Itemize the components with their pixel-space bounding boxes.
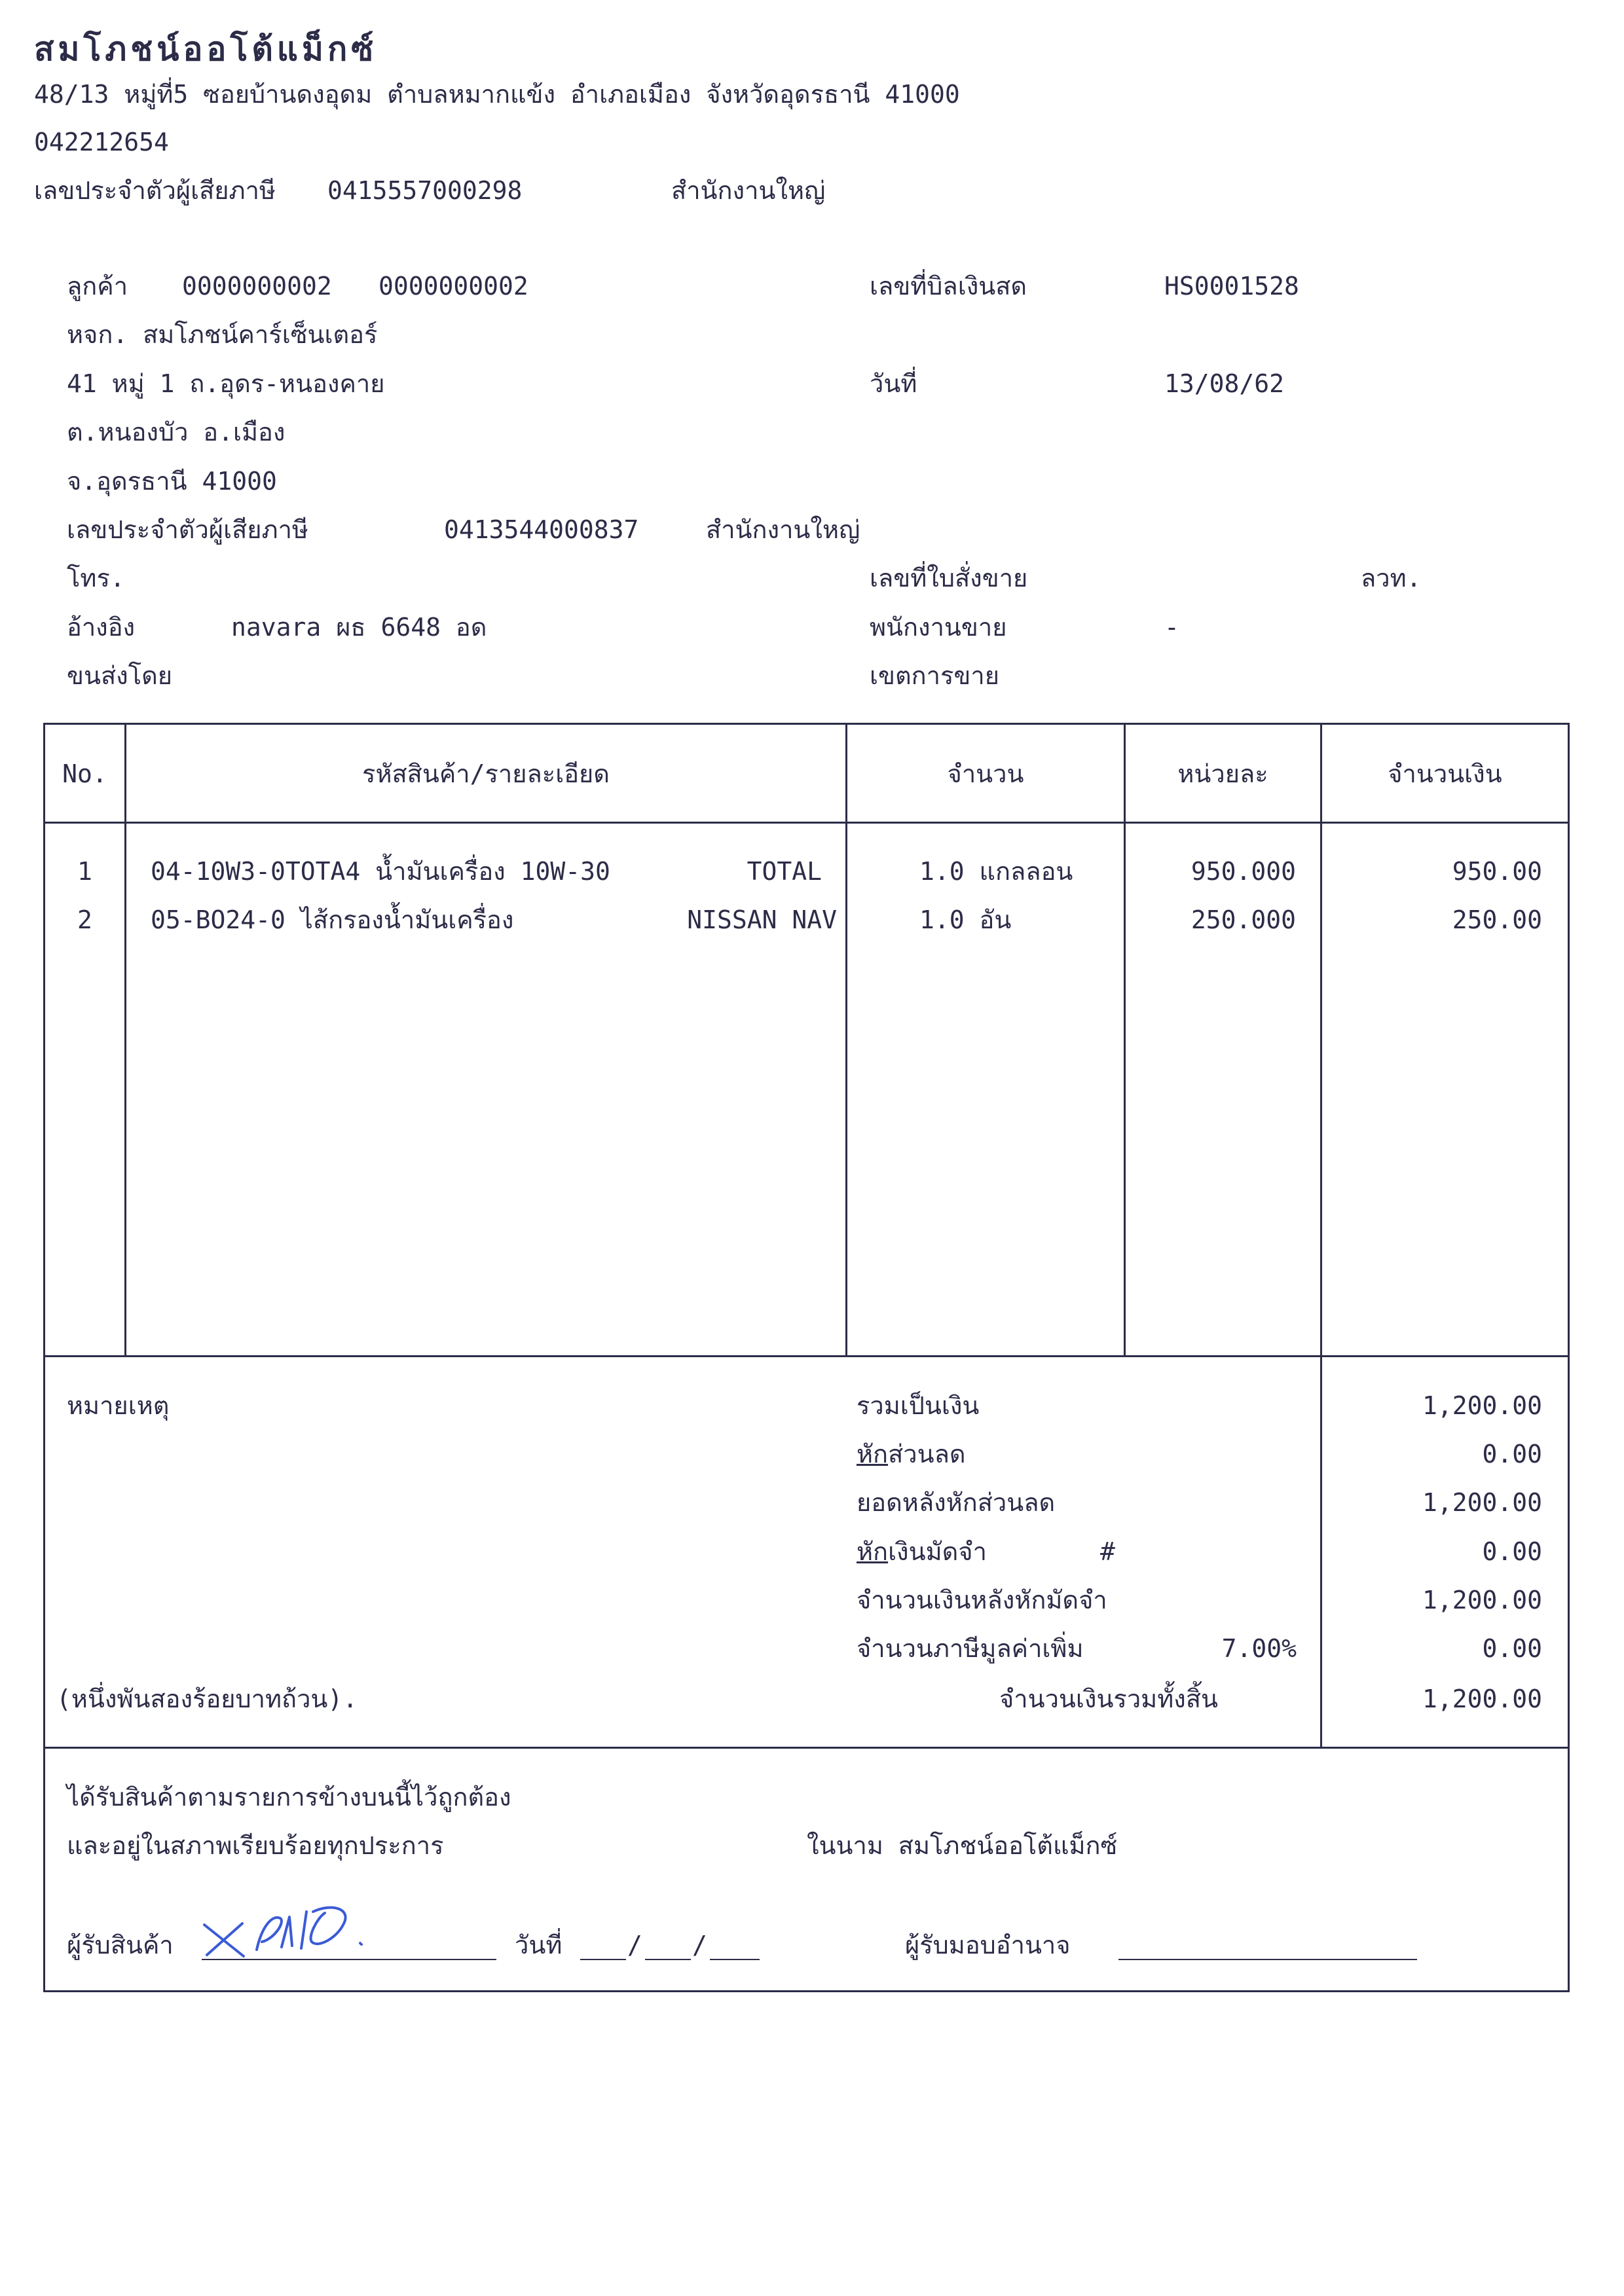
- header-description: รหัสสินค้า/รายละเอียด: [362, 759, 610, 788]
- deposit-label: [857, 1539, 987, 1564]
- after-deposit-label: จำนวนเงินหลังหักมัดจำ: [857, 1586, 1107, 1614]
- table-row-brand: NISSAN NAV: [687, 905, 837, 934]
- table-row-quantity: 1.0 แกลลอน: [919, 857, 1073, 886]
- after-discount-value: 1,200.00: [1422, 1488, 1542, 1517]
- header-amount: จำนวนเงิน: [1388, 759, 1502, 788]
- subtotal-value: 1,200.00: [1422, 1391, 1542, 1420]
- footer-bottom-border: [43, 1990, 1569, 1992]
- company-tax-id: 0415557000298: [327, 176, 523, 205]
- receiver-label: ผู้รับสินค้า: [67, 1931, 174, 1959]
- discount-label-text: ส่วนลด: [888, 1440, 966, 1468]
- table-row-no: 2: [77, 905, 92, 934]
- after-discount-label: ยอดหลังหักส่วนลด: [857, 1488, 1056, 1517]
- table-header-divider: [43, 822, 1569, 824]
- receiver-date-label: วันที่: [515, 1931, 563, 1959]
- date-separator: /: [627, 1931, 642, 1959]
- col-divider-2: [845, 723, 847, 1357]
- customer-tax-id: 0413544000837: [444, 515, 639, 544]
- deposit-value: 0.00: [1482, 1537, 1542, 1566]
- customer-code: 0000000002: [182, 272, 332, 301]
- company-address: 48/13 หมู่ที่5 ซอยบ้านดงอุดม ตำบลหมากแข้ง อำเภอเมือง จังหวัดอุดรธานี 41000: [34, 80, 960, 109]
- amount-in-words: (หนึ่งพันสองร้อยบาทถ้วน).: [56, 1685, 358, 1713]
- table-top-border: [43, 723, 1569, 725]
- vat-value: 0.00: [1482, 1634, 1542, 1663]
- discount-value: 0.00: [1482, 1440, 1542, 1468]
- date-year-blank: [710, 1938, 760, 1960]
- bill-no: HS0001528: [1164, 272, 1299, 301]
- bill-no-label: เลขที่บิลเงินสด: [870, 272, 1027, 301]
- table-bottom-border: [43, 1355, 1569, 1357]
- table-row-description: 05-BO24-0 ไส้กรองน้ำมันเครื่อง: [151, 905, 514, 934]
- col-divider-3: [1124, 723, 1126, 1357]
- grand-total-label: จำนวนเงินรวมทั้งสิ้น: [999, 1685, 1218, 1713]
- on-behalf-of: ในนาม สมโภชน์ออโต้แม็กซ์: [807, 1831, 1118, 1860]
- discount-label: [857, 1442, 966, 1467]
- deposit-hash: #: [1100, 1537, 1115, 1566]
- customer-label: ลูกค้า: [67, 272, 128, 301]
- subtotal-label: รวมเป็นเงิน: [857, 1391, 980, 1420]
- salesperson-value: -: [1164, 613, 1179, 642]
- reference-label: อ้างอิง: [67, 613, 136, 642]
- company-tax-label: เลขประจำตัวผู้เสียภาษี: [34, 176, 276, 205]
- sales-order-label: เลขที่ใบสั่งขาย: [870, 564, 1028, 592]
- vat-label: จำนวนภาษีมูลค่าเพิ่ม: [857, 1634, 1084, 1663]
- customer-tax-label: เลขประจำตัวผู้เสียภาษี: [67, 515, 308, 544]
- header-no: No.: [62, 759, 107, 788]
- customer-address-1: 41 หมู่ 1 ถ.อุดร-หนองคาย: [67, 369, 385, 398]
- remark-label: หมายเหตุ: [67, 1391, 170, 1420]
- deposit-label-text: เงินมัดจำ: [888, 1537, 987, 1566]
- date-month-blank: [645, 1938, 691, 1960]
- date-value: 13/08/62: [1164, 369, 1285, 398]
- table-row-quantity: 1.0 อัน: [919, 905, 1012, 934]
- vat-rate: 7.00%: [1221, 1634, 1297, 1663]
- customer-branch: สำนักงานใหญ่: [706, 515, 860, 544]
- deposit-prefix: หัก: [857, 1537, 889, 1566]
- header-unit-price: หน่วยละ: [1177, 759, 1268, 788]
- header-quantity: จำนวน: [947, 759, 1024, 788]
- discount-prefix: หัก: [857, 1440, 889, 1468]
- table-row-no: 1: [77, 857, 92, 886]
- date-day-blank: [580, 1938, 626, 1960]
- table-row-description: 04-10W3-0TOTA4 น้ำมันเครื่อง 10W-30: [151, 857, 610, 886]
- reference-value: navara ผธ 6648 อด: [231, 613, 487, 642]
- table-row-unit-price: 250.000: [1190, 905, 1296, 934]
- table-row-amount: 950.00: [1452, 857, 1542, 886]
- customer-phone-label: โทร.: [67, 564, 125, 592]
- date-label: วันที่: [870, 369, 917, 398]
- customer-address-2: ต.หนองบัว อ.เมือง: [67, 418, 286, 446]
- summary-bottom-border: [43, 1747, 1569, 1749]
- company-name: สมโภชน์ออโต้แม็กซ์: [34, 29, 378, 68]
- receipt-confirmation-line-1: ได้รับสินค้าตามรายการข้างบนนี้ไว้ถูกต้อง: [67, 1783, 511, 1812]
- frame-right-border: [1568, 723, 1570, 1992]
- shipping-label: ขนส่งโดย: [67, 661, 173, 690]
- salesperson-label: พนักงานขาย: [870, 613, 1007, 642]
- col-divider-1: [124, 723, 126, 1357]
- receipt-confirmation-line-2: และอยู่ในสภาพเรียบร้อยทุกประการ: [67, 1831, 444, 1860]
- table-row-amount: 250.00: [1452, 905, 1542, 934]
- receiver-signature-icon: [196, 1886, 406, 1964]
- company-branch: สำนักงานใหญ่: [671, 176, 826, 205]
- customer-name: หจก. สมโภชน์คาร์เซ็นเตอร์: [67, 320, 378, 349]
- company-phone: 042212654: [34, 128, 169, 156]
- sales-area-label: เขตการขาย: [870, 661, 999, 690]
- grand-total-value: 1,200.00: [1422, 1685, 1542, 1713]
- sales-order-value: ลวท.: [1361, 564, 1422, 592]
- authorized-label: ผู้รับมอบอำนาจ: [905, 1931, 1071, 1959]
- table-row-unit-price: 950.000: [1190, 857, 1296, 886]
- customer-address-3: จ.อุดรธานี 41000: [67, 467, 277, 496]
- authorized-signature-line: [1118, 1938, 1417, 1960]
- customer-code-2: 0000000002: [378, 272, 528, 301]
- table-row-brand: TOTAL: [747, 857, 822, 886]
- after-deposit-value: 1,200.00: [1422, 1586, 1542, 1614]
- date-separator: /: [692, 1931, 707, 1959]
